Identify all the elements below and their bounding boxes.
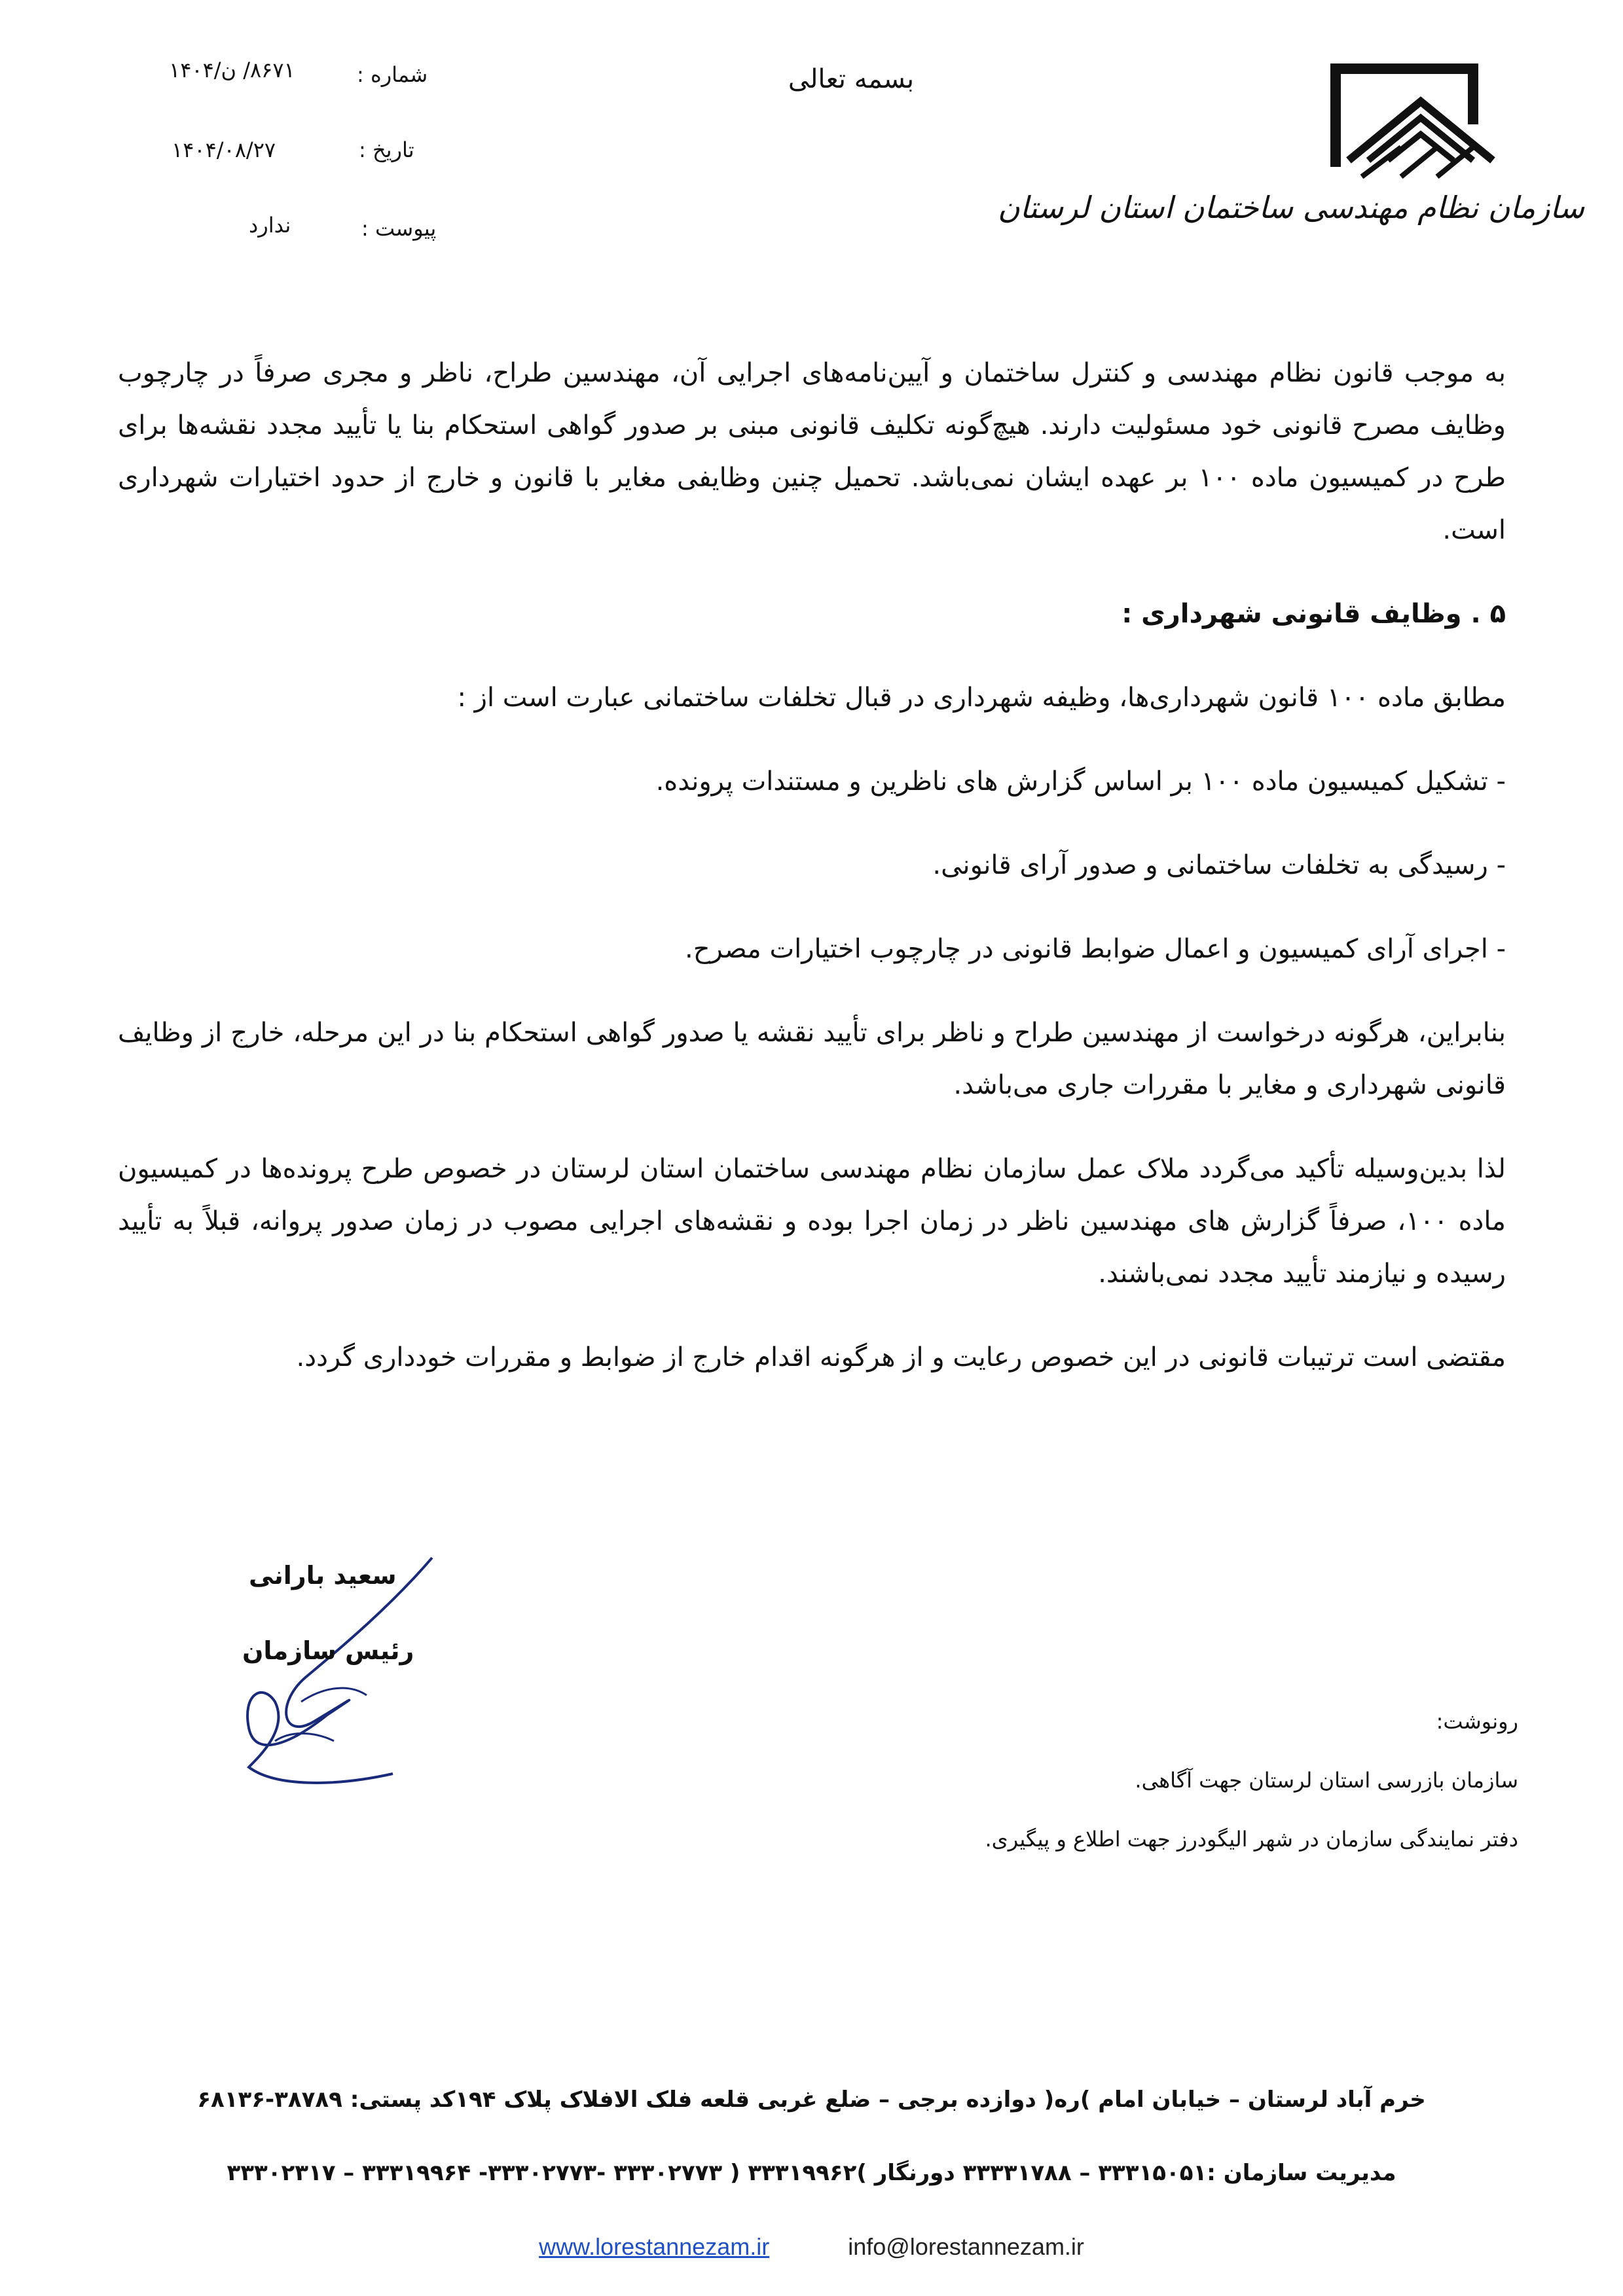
footer-phones: مدیریت سازمان :۳۳۳۱۵۰۵۱ – ۳۳۳۳۱۷۸۸ دورنگار )۳۳۳۱۹۹۶۲ ( ۳۳۳۰۲۷۷۳ -۳۳۳۰۲۷۷۳- ۳۳۳۱۹۹۶۴ – ۳۳۳۰۲۳۱۷ bbox=[227, 2160, 1396, 2186]
logo-mark-icon bbox=[1322, 62, 1623, 187]
cc-line: سازمان بازرسی استان لرستان جهت آگاهی. bbox=[1135, 1768, 1518, 1793]
paragraph-1: به موجب قانون نظام مهندسی و کنترل ساختمان و آیین‌نامه‌های اجرایی آن، مهندسین طراح، ناظر و مجری صرفاً در چارچوب وظایف مصرح قانونی خود مسئولیت دارند. هیچ‌گونه تکلیف قانونی مبنی بر صدور گواهی استحکام بنا یا تأیید مجدد نقشه‌ها برای طرح در کمیسیون ماده ۱۰۰ بر عهده ایشان نمی‌باشد. تحمیل چنین وظایفی مغایر با قانون و خارج از حدود اختیارات شهرداری است. bbox=[118, 358, 1506, 545]
signatory-title: رئیس سازمان bbox=[242, 1636, 414, 1665]
attachment-value: ندارد bbox=[249, 213, 291, 238]
logo-text: سازمان نظام مهندسی ساختمان استان لرستان bbox=[998, 190, 1584, 225]
list-item: - تشکیل کمیسیون ماده ۱۰۰ بر اساس گزارش های ناظرین و مستندات پرونده. bbox=[655, 766, 1506, 797]
paragraph-4: مقتضی است ترتیبات قانونی در این خصوص رعایت و از هرگونه اقدام خارج از ضوابط و مقررات خودداری گردد. bbox=[296, 1342, 1506, 1372]
number-value: ۸۶۷۱/ ن/۱۴۰۴ bbox=[169, 58, 295, 82]
attachment-label: پیوست : bbox=[361, 216, 437, 241]
paragraph-2: بنابراین، هرگونه درخواست از مهندسین طراح و ناظر برای تأیید نقشه یا صدور گواهی استحکام بنا در این مرحله، خارج از وظایف قانونی شهرداری و مغایر با مقررات جاری می‌باشد. bbox=[118, 1018, 1506, 1100]
paragraph-3: لذا بدین‌وسیله تأکید می‌گردد ملاک عمل سازمان نظام مهندسی ساختمان استان لرستان در خصوص طرح پرونده‌ها در کمیسیون ماده ۱۰۰، صرفاً گزارش های مهندسین ناظر در زمان اجرا بوده و نقشه‌های اجرایی مصوب در زمان صدور پروانه، قبلاً به تأیید رسیده و نیازمند تأیید مجدد نمی‌باشند. bbox=[118, 1154, 1506, 1289]
cc-label: رونوشت: bbox=[1436, 1709, 1518, 1734]
intro-paragraph: مطابق ماده ۱۰۰ قانون شهرداری‌ها، وظیفه شهرداری در قبال تخلفات ساختمانی عبارت است از : bbox=[457, 683, 1506, 713]
website-link[interactable]: www.lorestannezam.ir bbox=[539, 2233, 770, 2260]
cc-block bbox=[985, 1692, 1518, 1869]
signatory-name: سعید بارانی bbox=[249, 1561, 397, 1590]
organization-logo bbox=[998, 62, 1597, 239]
list-item: - رسیدگی به تخلفات ساختمانی و صدور آرای قانونی. bbox=[932, 850, 1506, 880]
section-heading: ۵ . وظایف قانونی شهرداری : bbox=[1122, 599, 1506, 629]
date-label: تاریخ : bbox=[359, 137, 414, 162]
cc-line: دفتر نمایندگی سازمان در شهر الیگودرز جهت اطلاع و پیگیری. bbox=[985, 1827, 1518, 1852]
list-item: - اجرای آرای کمیسیون و اعمال ضوابط قانونی در چارچوب اختیارات مصرح. bbox=[685, 934, 1506, 964]
footer-links bbox=[0, 2233, 1623, 2261]
email-text: info@lorestannezam.ir bbox=[848, 2233, 1084, 2260]
footer-address: خرم آباد لرستان – خیابان امام )ره( دوازده برجی – ضلع غربی قلعه فلک الافلاک پلاک ۱۹۴کد پستی: ۳۸۷۸۹-۶۸۱۳۶ bbox=[197, 2087, 1426, 2113]
letter-body bbox=[118, 347, 1506, 1415]
number-label: شماره : bbox=[357, 62, 428, 87]
basmala: بسمه تعالی bbox=[788, 64, 915, 94]
date-value: ۱۴۰۴/۰۸/۲۷ bbox=[172, 137, 276, 162]
